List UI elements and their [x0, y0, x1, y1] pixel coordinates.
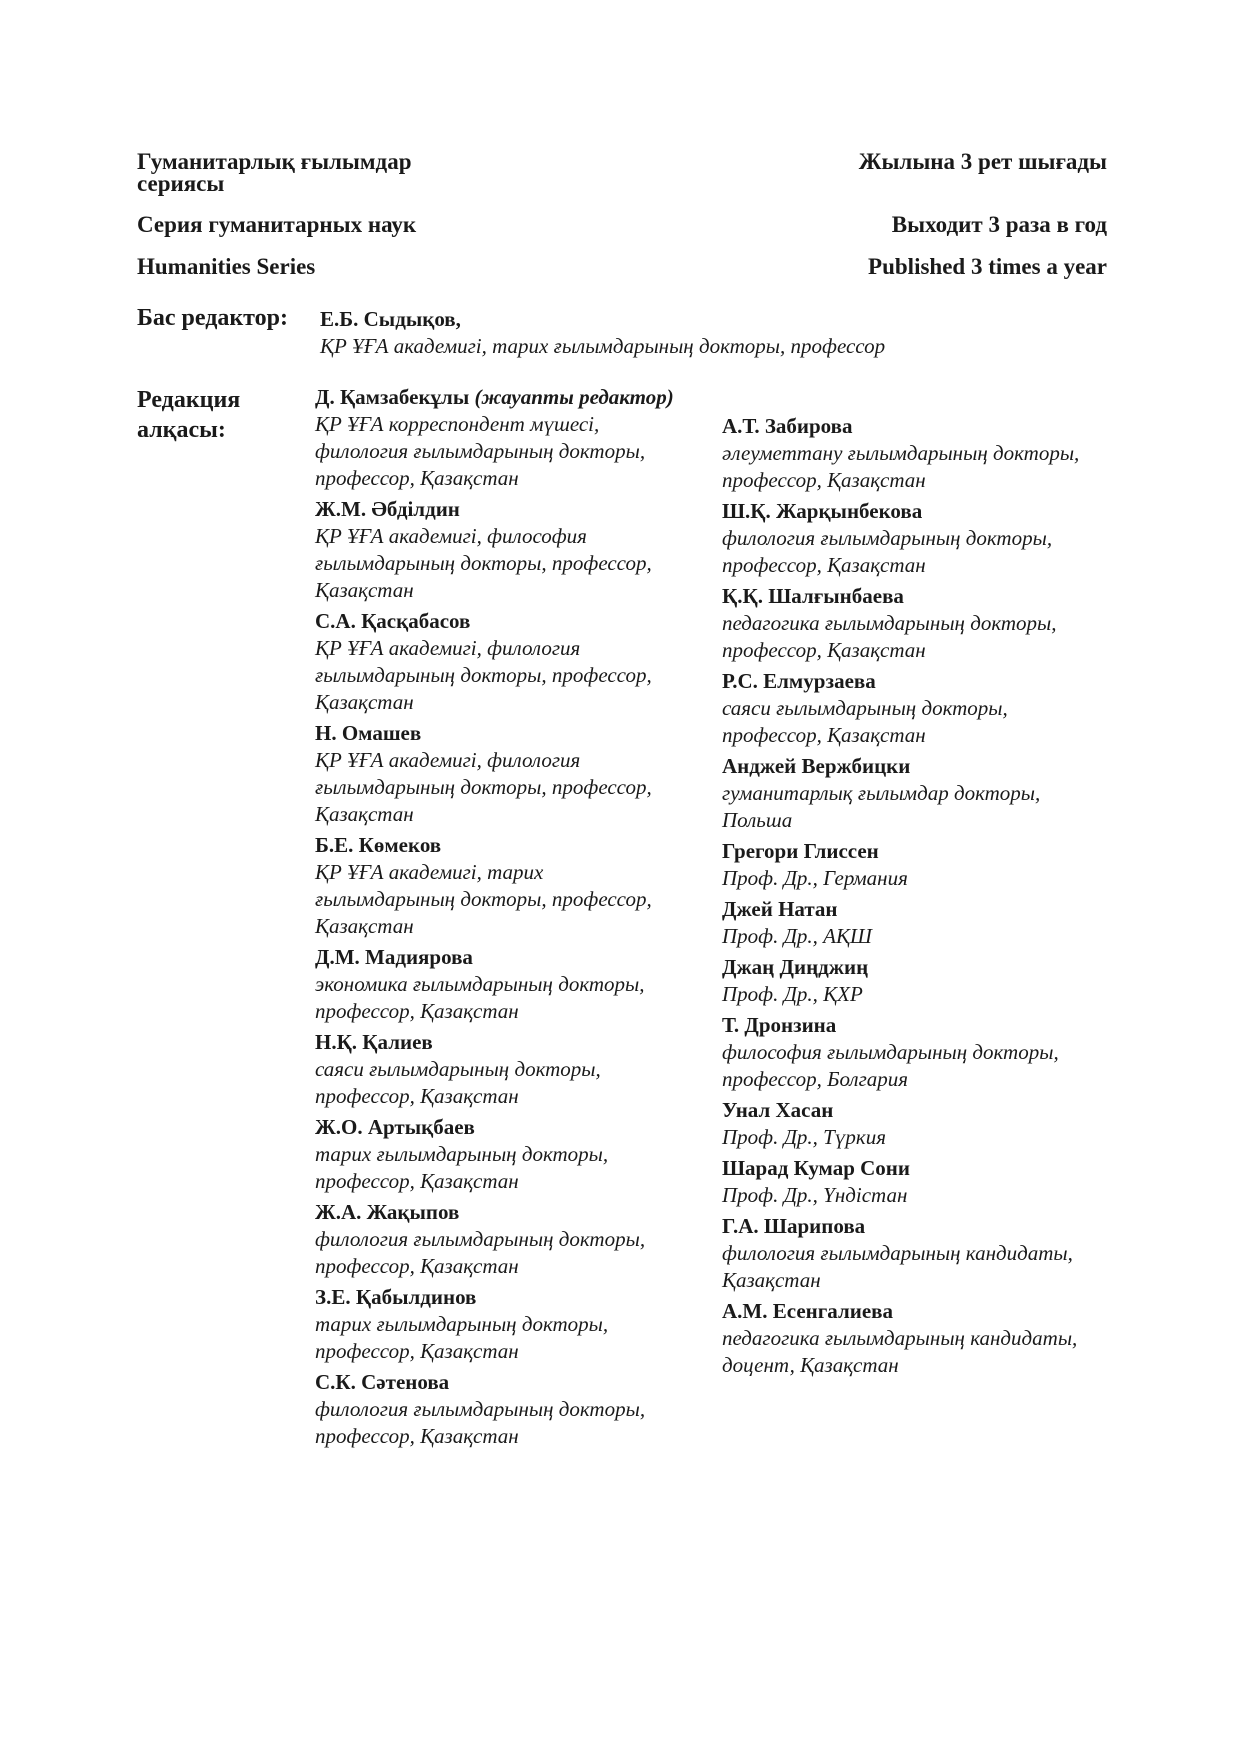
chief-editor-label: Бас редактор: — [137, 305, 288, 331]
board-member-name — [722, 1097, 1082, 1124]
board-member — [722, 668, 1082, 749]
board-member — [722, 413, 1082, 494]
board-member-name — [722, 838, 1082, 865]
board-member — [315, 384, 675, 492]
editorial-board-label: Редакция алқасы: — [137, 387, 241, 443]
board-member-name — [722, 1155, 1082, 1182]
board-member-description: педагогика ғылымдарының докторы, профессор, Қазақстан — [722, 611, 1057, 662]
board-member-description: ҚР ҰҒА академигі, философия ғылымдарының докторы, профессор, Қазақстан — [315, 524, 652, 602]
member-name-text: Г.А. Шарипова — [722, 1214, 866, 1238]
board-member — [315, 832, 675, 940]
board-member-name — [315, 944, 675, 971]
chief-editor-name: Е.Б. Сыдықов, — [320, 307, 461, 331]
member-name-text: Р.С. Елмурзаева — [722, 669, 876, 693]
board-member-description: Проф. Др., АҚШ — [722, 924, 872, 948]
frequency-ru: Выходит 3 раза в год — [891, 212, 1107, 237]
member-name-text: Ш.Қ. Жарқынбекова — [722, 499, 923, 523]
board-member-description: Проф. Др., Үндістан — [722, 1183, 908, 1207]
board-member-name — [315, 1199, 675, 1226]
board-member — [722, 1097, 1082, 1151]
member-role: (жауапты редактор) — [474, 385, 674, 409]
board-member-description: гуманитарлық ғылымдар докторы, Польша — [722, 781, 1041, 832]
member-name-text: А.М. Есенгалиева — [722, 1299, 894, 1323]
board-member-description: филология ғылымдарының докторы, профессор, Қазақстан — [722, 526, 1053, 577]
member-name-text: Джей Натан — [722, 897, 838, 921]
board-member — [315, 944, 675, 1025]
board-member-name — [722, 1012, 1082, 1039]
member-name-text: Н.Қ. Қалиев — [315, 1030, 433, 1054]
member-name-text: Қ.Қ. Шалғынбаева — [722, 584, 904, 608]
board-member-name — [722, 753, 1082, 780]
board-member — [722, 583, 1082, 664]
member-name-text: Джаң Диңджиң — [722, 955, 869, 979]
board-member-description: филология ғылымдарының докторы, профессор, Қазақстан — [315, 1227, 646, 1278]
board-member — [315, 720, 675, 828]
series-title-en: Humanities Series — [137, 254, 316, 279]
chief-editor-description: ҚР ҰҒА академигі, тарих ғылымдарының докторы, профессор — [320, 334, 886, 358]
board-member-description: ҚР ҰҒА корреспондент мүшесі, филология ғылымдарының докторы, профессор, Қазақстан — [315, 412, 646, 490]
member-name-text: С.К. Сәтенова — [315, 1370, 450, 1394]
board-member-name — [315, 1284, 675, 1311]
board-member-name — [722, 413, 1082, 440]
member-name-text: Д.М. Мадиярова — [315, 945, 473, 969]
board-member-name — [722, 896, 1082, 923]
member-name-text: Анджей Вержбицки — [722, 754, 911, 778]
board-member-description: тарих ғылымдарының докторы, профессор, Қазақстан — [315, 1142, 609, 1193]
frequency-kk: Жылына 3 рет шығады — [858, 149, 1107, 174]
board-member-name — [722, 498, 1082, 525]
board-member — [722, 1298, 1082, 1379]
board-member-description: тарих ғылымдарының докторы, профессор, Қазақстан — [315, 1312, 609, 1363]
board-member — [315, 1199, 675, 1280]
board-member — [722, 1012, 1082, 1093]
board-member-name — [722, 668, 1082, 695]
board-member — [722, 1213, 1082, 1294]
board-member-description: әлеуметтану ғылымдарының докторы, профессор, Қазақстан — [722, 441, 1080, 492]
board-member-name — [315, 608, 675, 635]
editorial-board-left-column — [315, 384, 675, 1454]
member-name-text: Т. Дронзина — [722, 1013, 837, 1037]
editorial-board-right-column — [722, 413, 1082, 1383]
board-member-name — [722, 583, 1082, 610]
board-member-description: филология ғылымдарының кандидаты, Қазақстан — [722, 1241, 1073, 1292]
member-name-text: Шарад Кумар Сони — [722, 1156, 910, 1180]
board-member-description: педагогика ғылымдарының кандидаты, доцент, Қазақстан — [722, 1326, 1078, 1377]
board-member — [315, 1114, 675, 1195]
board-member-name — [722, 1298, 1082, 1325]
board-member — [315, 608, 675, 716]
board-member — [315, 1369, 675, 1450]
board-member — [722, 838, 1082, 892]
member-name-text: Ж.О. Артықбаев — [315, 1115, 475, 1139]
board-member — [722, 896, 1082, 950]
board-member-name — [315, 832, 675, 859]
member-name-text: Ж.М. Әбділдин — [315, 497, 460, 521]
frequency-en: Published 3 times a year — [868, 254, 1107, 279]
board-member — [315, 1029, 675, 1110]
board-member — [722, 498, 1082, 579]
board-member-name — [315, 1369, 675, 1396]
member-name-text: С.А. Қасқабасов — [315, 609, 471, 633]
board-member-name — [315, 496, 675, 523]
board-member-description: экономика ғылымдарының докторы, профессор, Қазақстан — [315, 972, 645, 1023]
member-name-text: Н. Омашев — [315, 721, 422, 745]
board-member-name — [722, 1213, 1082, 1240]
board-member — [722, 954, 1082, 1008]
series-title-ru: Серия гуманитарных наук — [137, 212, 417, 237]
board-member — [722, 753, 1082, 834]
board-member-description: ҚР ҰҒА академигі, филология ғылымдарының докторы, профессор, Қазақстан — [315, 748, 652, 826]
board-member-description: саяси ғылымдарының докторы, профессор, Қазақстан — [722, 696, 1008, 747]
member-name-text: Грегори Глиссен — [722, 839, 879, 863]
board-member-name — [722, 954, 1082, 981]
member-name-text: З.Е. Қабылдинов — [315, 1285, 477, 1309]
board-member-description: ҚР ҰҒА академигі, филология ғылымдарының докторы, профессор, Қазақстан — [315, 636, 652, 714]
board-member-description: Проф. Др., ҚХР — [722, 982, 863, 1006]
member-name-text: Б.Е. Көмеков — [315, 833, 442, 857]
member-name-text: Д. Қамзабекұлы — [315, 385, 470, 409]
board-member — [722, 1155, 1082, 1209]
board-member-description: филология ғылымдарының докторы, профессор, Қазақстан — [315, 1397, 646, 1448]
board-member-description: Проф. Др., Германия — [722, 866, 908, 890]
board-member-name — [315, 384, 675, 411]
series-title-kk: Гуманитарлық ғылымдар сериясы — [137, 149, 412, 196]
board-member — [315, 496, 675, 604]
board-member-description: Проф. Др., Түркия — [722, 1125, 886, 1149]
board-member-description: саяси ғылымдарының докторы, профессор, Қазақстан — [315, 1057, 601, 1108]
board-member-name — [315, 720, 675, 747]
member-name-text: А.Т. Забирова — [722, 414, 853, 438]
board-member-description: философия ғылымдарының докторы, профессор, Болгария — [722, 1040, 1059, 1091]
board-member — [315, 1284, 675, 1365]
board-member-description: ҚР ҰҒА академигі, тарих ғылымдарының докторы, профессор, Қазақстан — [315, 860, 652, 938]
member-name-text: Ж.А. Жақыпов — [315, 1200, 460, 1224]
member-name-text: Унал Хасан — [722, 1098, 834, 1122]
board-member-name — [315, 1029, 675, 1056]
board-member-name — [315, 1114, 675, 1141]
